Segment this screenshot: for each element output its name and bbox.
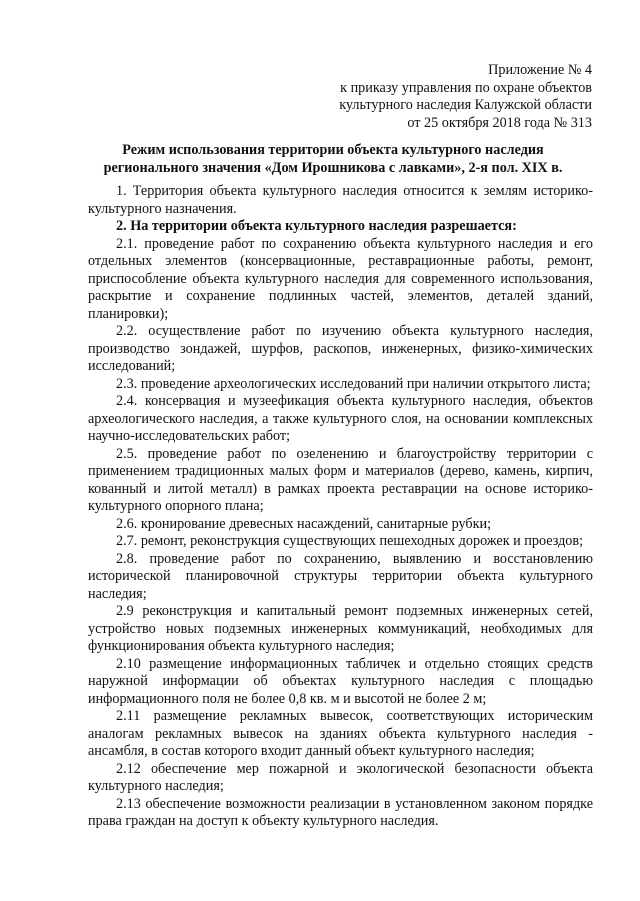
paragraph-2-7: 2.7. ремонт, реконструкция существующих пешеходных дорожек и проездов; (116, 533, 584, 549)
paragraph-2-11: 2.11 размещение рекламных вывесок, соответствующих историческим аналогам рекламных вывесок на зданиях объекта культурного наследия - ансамбля, в состав которого входит данный объект культурного наследия; (88, 708, 593, 759)
paragraph-2-heading: 2. На территории объекта культурного наследия разрешается: (116, 218, 517, 234)
paragraph-1: 1. Территория объекта культурного наследия относится к землям историко-культурного назначения. (88, 183, 593, 217)
title-line-2: регионального значения «Дом Ирошникова с лавками», 2-я пол. XIX в. (103, 159, 563, 176)
document-body (88, 183, 593, 831)
appendix-date: от 25 октября 2018 года № 313 (407, 114, 592, 131)
paragraph-2-1: 2.1. проведение работ по сохранению объекта культурного наследия и его отдельных элементов (консервационные, реставрационные работы, ремонт, приспособление объекта культурного наследия для современного использования, раскрытие и сохранение подлинных частей, элементов, деталей зданий, планировки); (88, 235, 593, 322)
paragraph-2-13: 2.13 обеспечение возможности реализации в установленном законом порядке права граждан на доступ к объекту культурного наследия. (88, 795, 593, 829)
appendix-number: Приложение № 4 (488, 62, 592, 78)
appendix-header (262, 62, 592, 132)
title-line-1: Режим использования территории объекта культурного наследия (122, 142, 544, 158)
paragraph-2-3: 2.3. проведение археологических исследований при наличии открытого листа; (116, 375, 591, 392)
paragraph-2-12: 2.12 обеспечение мер пожарной и экологической безопасности объекта культурного наследия; (88, 760, 593, 794)
paragraph-2-6: 2.6. кронирование древесных насаждений, санитарные рубки; (116, 515, 492, 532)
document-title (88, 142, 578, 177)
paragraph-2-4: 2.4. консервация и музеефикация объекта культурного наследия, объектов археологического наследия, а также культурного слоя, на основании комплексных научно-исследовательских работ; (88, 393, 593, 444)
paragraph-2-5: 2.5. проведение работ по озеленению и благоустройству территории с применением традиционных малых форм и материалов (дерево, камень, кирпич, кованный и литой металл) в рамках проекта реставрации на основе историко-культурного опорного плана; (88, 445, 593, 514)
paragraph-2-2: 2.2. осуществление работ по изучению объекта культурного наследия, производство зондажей, шурфов, раскопов, инженерных, физико-химических исследований; (88, 323, 593, 374)
appendix-authority: культурного наследия Калужской области (339, 97, 592, 113)
paragraph-2-8: 2.8. проведение работ по сохранению, выявлению и восстановлению исторической планировочной структуры территории объекта культурного наследия; (88, 550, 593, 602)
paragraph-2-9: 2.9 реконструкция и капитальный ремонт подземных инженерных сетей, устройство новых подземных инженерных коммуникаций, необходимых для функционирования объекта культурного наследия; (88, 603, 593, 654)
appendix-order-ref: к приказу управления по охране объектов (340, 79, 592, 96)
paragraph-2-10: 2.10 размещение информационных табличек и отдельно стоящих средств наружной информации об объектах культурного наследия с площадью информационного поля не более 0,8 кв. м и высотой не более 2 м; (88, 655, 593, 707)
